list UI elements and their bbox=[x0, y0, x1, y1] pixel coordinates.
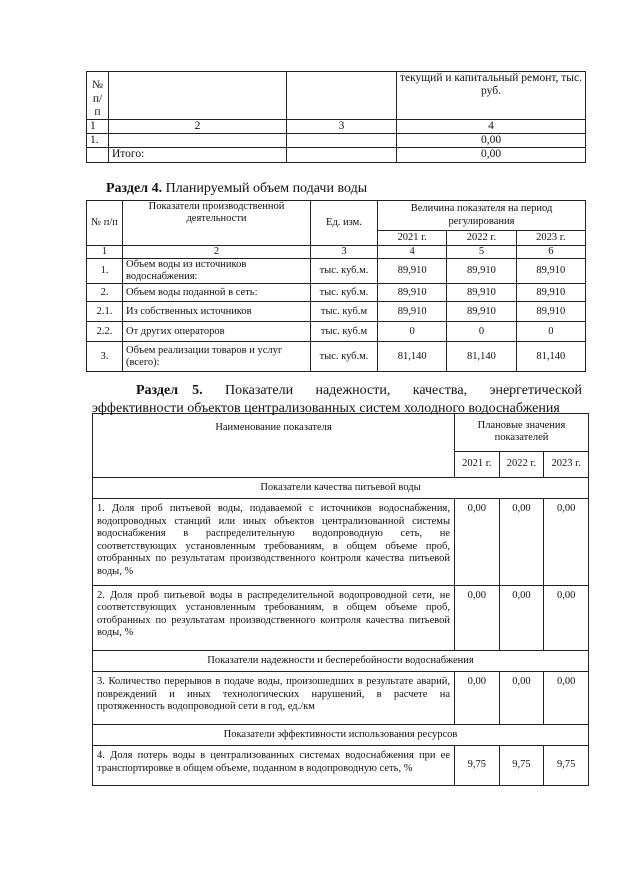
indicator-text: 2. Доля проб питьевой воды в распределительной водопроводной сети, не соответствующих установленным требованиям, в общем объеме проб, отобранных по результатам производственного контроля качества питьевой воды, % bbox=[93, 585, 455, 650]
table-row bbox=[87, 342, 586, 372]
row-name: Объем воды из источников водоснабжения: bbox=[123, 259, 311, 284]
table-row bbox=[93, 499, 589, 586]
section5-word: Показатели bbox=[224, 383, 294, 398]
row-value: 89,910 bbox=[516, 284, 585, 302]
row-value: 89,910 bbox=[447, 284, 516, 302]
table-row bbox=[87, 322, 586, 342]
row-value: 89,910 bbox=[378, 302, 447, 322]
header-year: 2022 г. bbox=[499, 452, 544, 478]
indicator-value: 9,75 bbox=[455, 745, 500, 785]
row-value: 0 bbox=[378, 322, 447, 342]
col-number: 5 bbox=[447, 246, 516, 259]
row-unit: тыс. куб.м. bbox=[311, 342, 378, 372]
row-number: 1. bbox=[87, 134, 109, 148]
table-row bbox=[93, 745, 589, 785]
col-number: 3 bbox=[287, 120, 397, 134]
indicator-text: 4. Доля потерь воды в централизованных системах водоснабжения при ее транспортировке в общем объеме, поданном в водопроводную сеть, % bbox=[93, 745, 455, 785]
header-name: Наименование показателя bbox=[93, 414, 455, 478]
header-year: 2022 г. bbox=[447, 231, 516, 246]
row-value: 0 bbox=[516, 322, 585, 342]
table-row bbox=[87, 259, 586, 284]
header-year: 2023 г. bbox=[544, 452, 589, 478]
row-unit: тыс. куб.м. bbox=[311, 284, 378, 302]
table-row bbox=[93, 672, 589, 725]
col-number: 3 bbox=[311, 246, 378, 259]
header-unit: Ед. изм. bbox=[311, 201, 378, 246]
indicators-table bbox=[92, 413, 589, 786]
row-value: 81,140 bbox=[516, 342, 585, 372]
section5-title-rest: эффективности объектов централизованных систем холодного водоснабжения bbox=[92, 401, 560, 416]
header-repair: текущий и капитальный ремонт, тыс. руб. bbox=[397, 72, 586, 120]
col-number: 6 bbox=[516, 246, 585, 259]
indicator-value: 0,00 bbox=[455, 499, 500, 586]
section5-word: Раздел bbox=[136, 383, 179, 398]
group-title: Показатели эффективности использования ресурсов bbox=[93, 724, 589, 745]
row-no: 3. bbox=[87, 342, 123, 372]
header-empty-3 bbox=[287, 72, 397, 120]
row-name: Объем реализации товаров и услуг (всего): bbox=[123, 342, 311, 372]
repair-table bbox=[86, 71, 586, 163]
indicator-value: 0,00 bbox=[544, 499, 589, 586]
indicator-value: 9,75 bbox=[499, 745, 544, 785]
header-indicator: Показатели производственной деятельности bbox=[123, 201, 311, 246]
row-name: Из собственных источников bbox=[123, 302, 311, 322]
col-number: 1 bbox=[87, 120, 109, 134]
col-number: 2 bbox=[123, 246, 311, 259]
row-no: 2. bbox=[87, 284, 123, 302]
total-label: Итого: bbox=[109, 148, 287, 162]
indicator-text: 3. Количество перерывов в подаче воды, произошедших в результате аварий, повреждений и иных технологических нарушений, в расчете на протяженность водопроводной сети в год, ед./км bbox=[93, 672, 455, 725]
header-year: 2023 г. bbox=[516, 231, 585, 246]
row-unit: тыс. куб.м bbox=[311, 322, 378, 342]
total-value: 0,00 bbox=[397, 148, 586, 162]
row-value: 89,910 bbox=[378, 284, 447, 302]
header-no: № п/п bbox=[87, 72, 109, 120]
row-value: 89,910 bbox=[447, 302, 516, 322]
row-value: 89,910 bbox=[516, 259, 585, 284]
section5-word: надежности, bbox=[315, 383, 391, 398]
row-value: 81,140 bbox=[378, 342, 447, 372]
water-supply-table bbox=[86, 200, 586, 372]
row-value: 81,140 bbox=[447, 342, 516, 372]
row-value: 0,00 bbox=[397, 134, 586, 148]
table-row bbox=[87, 302, 586, 322]
row-no: 2.1. bbox=[87, 302, 123, 322]
row-name: Объем воды поданной в сеть: bbox=[123, 284, 311, 302]
group-title: Показатели качества питьевой воды bbox=[93, 478, 589, 499]
row-name: От других операторов bbox=[123, 322, 311, 342]
indicator-value: 0,00 bbox=[455, 585, 500, 650]
section5-word: энергетической bbox=[489, 383, 582, 398]
header-empty-2 bbox=[109, 72, 287, 120]
indicator-value: 0,00 bbox=[544, 672, 589, 725]
header-value: Величина показателя на период регулирования bbox=[378, 201, 586, 231]
section4-heading bbox=[106, 181, 367, 197]
indicator-text: 1. Доля проб питьевой воды, подаваемой с источников водоснабжения, водопроводных станций или иных объектов централизованной системы водоснабжения в распределительную водопроводную сеть, не соответствующих установленным требованиям, в общем объеме проб, отобранных по результатам производственного контроля качества питьевой воды, % bbox=[93, 499, 455, 586]
group-title: Показатели надежности и бесперебойности водоснабжения bbox=[93, 651, 589, 672]
row-value: 89,910 bbox=[447, 259, 516, 284]
header-year: 2021 г. bbox=[378, 231, 447, 246]
indicator-value: 0,00 bbox=[499, 672, 544, 725]
section5-number: 5. bbox=[192, 383, 203, 398]
row-value: 89,910 bbox=[516, 302, 585, 322]
section4-prefix: Раздел 4. bbox=[106, 181, 163, 196]
row-no: 2.2. bbox=[87, 322, 123, 342]
section5-word: качества, bbox=[412, 383, 468, 398]
row-value: 89,910 bbox=[378, 259, 447, 284]
col-number: 4 bbox=[378, 246, 447, 259]
table-row bbox=[87, 284, 586, 302]
header-planned: Плановые значения показателей bbox=[455, 414, 589, 452]
indicator-value: 0,00 bbox=[499, 585, 544, 650]
header-no: № п/п bbox=[87, 201, 123, 246]
indicator-value: 9,75 bbox=[544, 745, 589, 785]
indicator-value: 0,00 bbox=[455, 672, 500, 725]
indicator-value: 0,00 bbox=[544, 585, 589, 650]
row-value: 0 bbox=[447, 322, 516, 342]
col-number: 1 bbox=[87, 246, 123, 259]
header-year: 2021 г. bbox=[455, 452, 500, 478]
col-number: 2 bbox=[109, 120, 287, 134]
row-unit: тыс. куб.м bbox=[311, 302, 378, 322]
section4-title: Планируемый объем подачи воды bbox=[165, 181, 368, 196]
indicator-value: 0,00 bbox=[499, 499, 544, 586]
table-row bbox=[93, 585, 589, 650]
row-no: 1. bbox=[87, 259, 123, 284]
row-unit: тыс. куб.м. bbox=[311, 259, 378, 284]
col-number: 4 bbox=[397, 120, 586, 134]
